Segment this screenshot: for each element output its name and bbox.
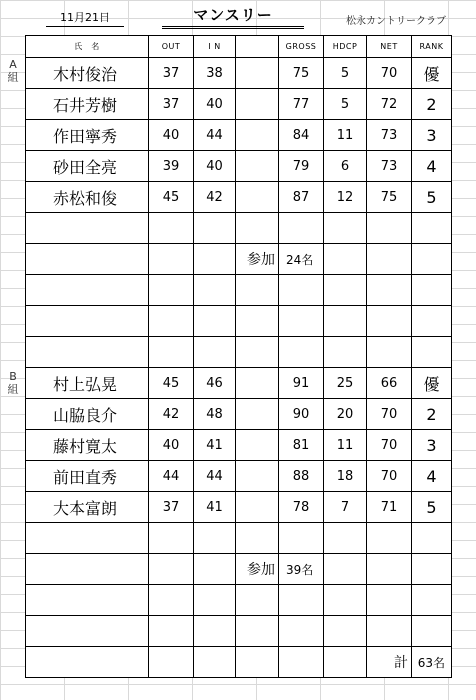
empty-cell — [367, 275, 412, 306]
column-header — [236, 36, 279, 58]
player-in: 48 — [194, 399, 236, 430]
player-in: 41 — [194, 430, 236, 461]
table-row — [26, 492, 452, 523]
player-gross: 87 — [279, 182, 324, 213]
player-net: 75 — [367, 182, 412, 213]
empty-cell — [412, 213, 452, 244]
empty-cell — [412, 244, 452, 275]
empty-row — [26, 306, 452, 337]
player-rank: 4 — [412, 461, 452, 492]
page-title: マンスリー — [162, 4, 304, 29]
empty-cell — [367, 523, 412, 554]
empty-cell — [26, 523, 149, 554]
table-row — [26, 399, 452, 430]
empty-cell — [194, 306, 236, 337]
player-in: 40 — [194, 89, 236, 120]
player-gross: 75 — [279, 58, 324, 89]
player-hdcp: 20 — [324, 399, 367, 430]
empty-cell — [236, 213, 279, 244]
empty-cell — [236, 616, 279, 647]
player-rank: 3 — [412, 120, 452, 151]
empty-cell — [26, 585, 149, 616]
empty-cell — [236, 182, 279, 213]
player-gross: 81 — [279, 430, 324, 461]
player-gross: 77 — [279, 89, 324, 120]
participants-count: 39名 — [279, 554, 324, 585]
empty-cell — [412, 275, 452, 306]
player-in: 46 — [194, 368, 236, 399]
empty-cell — [279, 616, 324, 647]
participants-row — [26, 244, 452, 275]
empty-cell — [279, 523, 324, 554]
player-name: 木村俊治 — [26, 58, 149, 89]
empty-cell — [149, 616, 194, 647]
player-hdcp: 5 — [324, 58, 367, 89]
player-out: 37 — [149, 492, 194, 523]
empty-cell — [279, 275, 324, 306]
player-out: 39 — [149, 151, 194, 182]
empty-cell — [194, 244, 236, 275]
table-row — [26, 151, 452, 182]
empty-cell — [149, 275, 194, 306]
player-rank: 2 — [412, 399, 452, 430]
column-header: RANK — [412, 36, 452, 58]
empty-cell — [236, 368, 279, 399]
player-net: 72 — [367, 89, 412, 120]
player-name: 石井芳樹 — [26, 89, 149, 120]
empty-cell — [194, 275, 236, 306]
empty-cell — [367, 244, 412, 275]
empty-cell — [412, 554, 452, 585]
date-label: 11月21日 — [46, 10, 124, 27]
total-label: 計 — [367, 647, 412, 678]
player-out: 45 — [149, 182, 194, 213]
empty-cell — [236, 523, 279, 554]
player-name: 作田寧秀 — [26, 120, 149, 151]
empty-cell — [194, 523, 236, 554]
player-gross: 91 — [279, 368, 324, 399]
column-header: GROSS — [279, 36, 324, 58]
player-gross: 79 — [279, 151, 324, 182]
empty-cell — [324, 616, 367, 647]
empty-cell — [236, 120, 279, 151]
empty-cell — [149, 337, 194, 368]
empty-cell — [194, 616, 236, 647]
participants-count: 24名 — [279, 244, 324, 275]
player-in: 41 — [194, 492, 236, 523]
table-row — [26, 58, 452, 89]
player-name: 前田直秀 — [26, 461, 149, 492]
empty-cell — [367, 337, 412, 368]
empty-cell — [236, 275, 279, 306]
player-rank: 3 — [412, 430, 452, 461]
empty-cell — [236, 306, 279, 337]
player-in: 42 — [194, 182, 236, 213]
total-row — [26, 647, 452, 678]
empty-cell — [149, 647, 194, 678]
empty-cell — [236, 151, 279, 182]
player-net: 70 — [367, 430, 412, 461]
empty-cell — [367, 554, 412, 585]
player-rank: 5 — [412, 182, 452, 213]
empty-cell — [26, 616, 149, 647]
player-hdcp: 18 — [324, 461, 367, 492]
empty-cell — [26, 275, 149, 306]
player-gross: 88 — [279, 461, 324, 492]
empty-cell — [236, 647, 279, 678]
empty-cell — [149, 244, 194, 275]
empty-cell — [236, 399, 279, 430]
player-hdcp: 12 — [324, 182, 367, 213]
player-out: 37 — [149, 58, 194, 89]
player-net: 71 — [367, 492, 412, 523]
player-hdcp: 6 — [324, 151, 367, 182]
player-out: 45 — [149, 368, 194, 399]
player-name: 大本富朗 — [26, 492, 149, 523]
empty-cell — [324, 337, 367, 368]
player-rank: 優 — [412, 368, 452, 399]
club-name: 松永カントリークラブ — [346, 16, 446, 27]
player-hdcp: 7 — [324, 492, 367, 523]
empty-cell — [324, 647, 367, 678]
empty-cell — [236, 492, 279, 523]
empty-cell — [367, 213, 412, 244]
column-header: I N — [194, 36, 236, 58]
player-hdcp: 25 — [324, 368, 367, 399]
empty-cell — [367, 585, 412, 616]
empty-cell — [279, 585, 324, 616]
empty-cell — [149, 523, 194, 554]
empty-cell — [149, 585, 194, 616]
empty-row — [26, 275, 452, 306]
empty-cell — [26, 647, 149, 678]
empty-cell — [149, 213, 194, 244]
empty-cell — [324, 244, 367, 275]
empty-cell — [194, 554, 236, 585]
empty-cell — [412, 337, 452, 368]
player-rank: 2 — [412, 89, 452, 120]
empty-cell — [279, 647, 324, 678]
player-out: 37 — [149, 89, 194, 120]
player-net: 70 — [367, 58, 412, 89]
participants-row — [26, 554, 452, 585]
empty-cell — [412, 616, 452, 647]
player-net: 73 — [367, 120, 412, 151]
player-in: 44 — [194, 461, 236, 492]
empty-cell — [26, 244, 149, 275]
player-out: 40 — [149, 430, 194, 461]
empty-cell — [324, 554, 367, 585]
empty-cell — [236, 58, 279, 89]
empty-cell — [367, 306, 412, 337]
empty-row — [26, 523, 452, 554]
player-net: 70 — [367, 399, 412, 430]
player-name: 村上弘晃 — [26, 368, 149, 399]
empty-cell — [324, 275, 367, 306]
empty-row — [26, 213, 452, 244]
player-net: 66 — [367, 368, 412, 399]
table-row — [26, 461, 452, 492]
empty-cell — [412, 523, 452, 554]
player-name: 砂田全亮 — [26, 151, 149, 182]
empty-cell — [367, 616, 412, 647]
empty-cell — [279, 306, 324, 337]
empty-cell — [149, 306, 194, 337]
column-header: HDCP — [324, 36, 367, 58]
table-row — [26, 182, 452, 213]
player-out: 40 — [149, 120, 194, 151]
player-net: 73 — [367, 151, 412, 182]
player-hdcp: 11 — [324, 120, 367, 151]
header-row — [26, 36, 452, 58]
table-row — [26, 89, 452, 120]
empty-cell — [279, 213, 324, 244]
participants-label: 参加 — [236, 554, 279, 585]
player-rank: 5 — [412, 492, 452, 523]
player-gross: 84 — [279, 120, 324, 151]
player-in: 38 — [194, 58, 236, 89]
empty-cell — [194, 647, 236, 678]
player-hdcp: 5 — [324, 89, 367, 120]
empty-cell — [236, 585, 279, 616]
empty-cell — [279, 337, 324, 368]
player-hdcp: 11 — [324, 430, 367, 461]
empty-cell — [194, 213, 236, 244]
column-header: OUT — [149, 36, 194, 58]
results-table — [25, 35, 452, 678]
empty-cell — [26, 337, 149, 368]
empty-cell — [149, 554, 194, 585]
player-in: 44 — [194, 120, 236, 151]
empty-cell — [324, 585, 367, 616]
player-in: 40 — [194, 151, 236, 182]
empty-row — [26, 337, 452, 368]
player-gross: 78 — [279, 492, 324, 523]
empty-cell — [236, 461, 279, 492]
table-row — [26, 368, 452, 399]
empty-cell — [236, 430, 279, 461]
empty-cell — [236, 337, 279, 368]
empty-row — [26, 616, 452, 647]
empty-cell — [324, 213, 367, 244]
empty-cell — [194, 585, 236, 616]
column-header: NET — [367, 36, 412, 58]
empty-row — [26, 585, 452, 616]
table-row — [26, 120, 452, 151]
player-name: 藤村寛太 — [26, 430, 149, 461]
empty-cell — [26, 213, 149, 244]
empty-cell — [412, 585, 452, 616]
group-a-label: A組 — [7, 58, 19, 84]
player-name: 赤松和俊 — [26, 182, 149, 213]
column-header: 氏 名 — [26, 36, 149, 58]
empty-cell — [324, 523, 367, 554]
player-out: 42 — [149, 399, 194, 430]
player-net: 70 — [367, 461, 412, 492]
empty-cell — [412, 306, 452, 337]
empty-cell — [26, 306, 149, 337]
empty-cell — [236, 89, 279, 120]
group-b-label: B組 — [7, 370, 19, 396]
empty-cell — [324, 306, 367, 337]
player-name: 山脇良介 — [26, 399, 149, 430]
table-row — [26, 430, 452, 461]
player-gross: 90 — [279, 399, 324, 430]
total-count: 63名 — [412, 647, 452, 678]
participants-label: 参加 — [236, 244, 279, 275]
player-rank: 4 — [412, 151, 452, 182]
player-rank: 優 — [412, 58, 452, 89]
empty-cell — [26, 554, 149, 585]
empty-cell — [194, 337, 236, 368]
player-out: 44 — [149, 461, 194, 492]
